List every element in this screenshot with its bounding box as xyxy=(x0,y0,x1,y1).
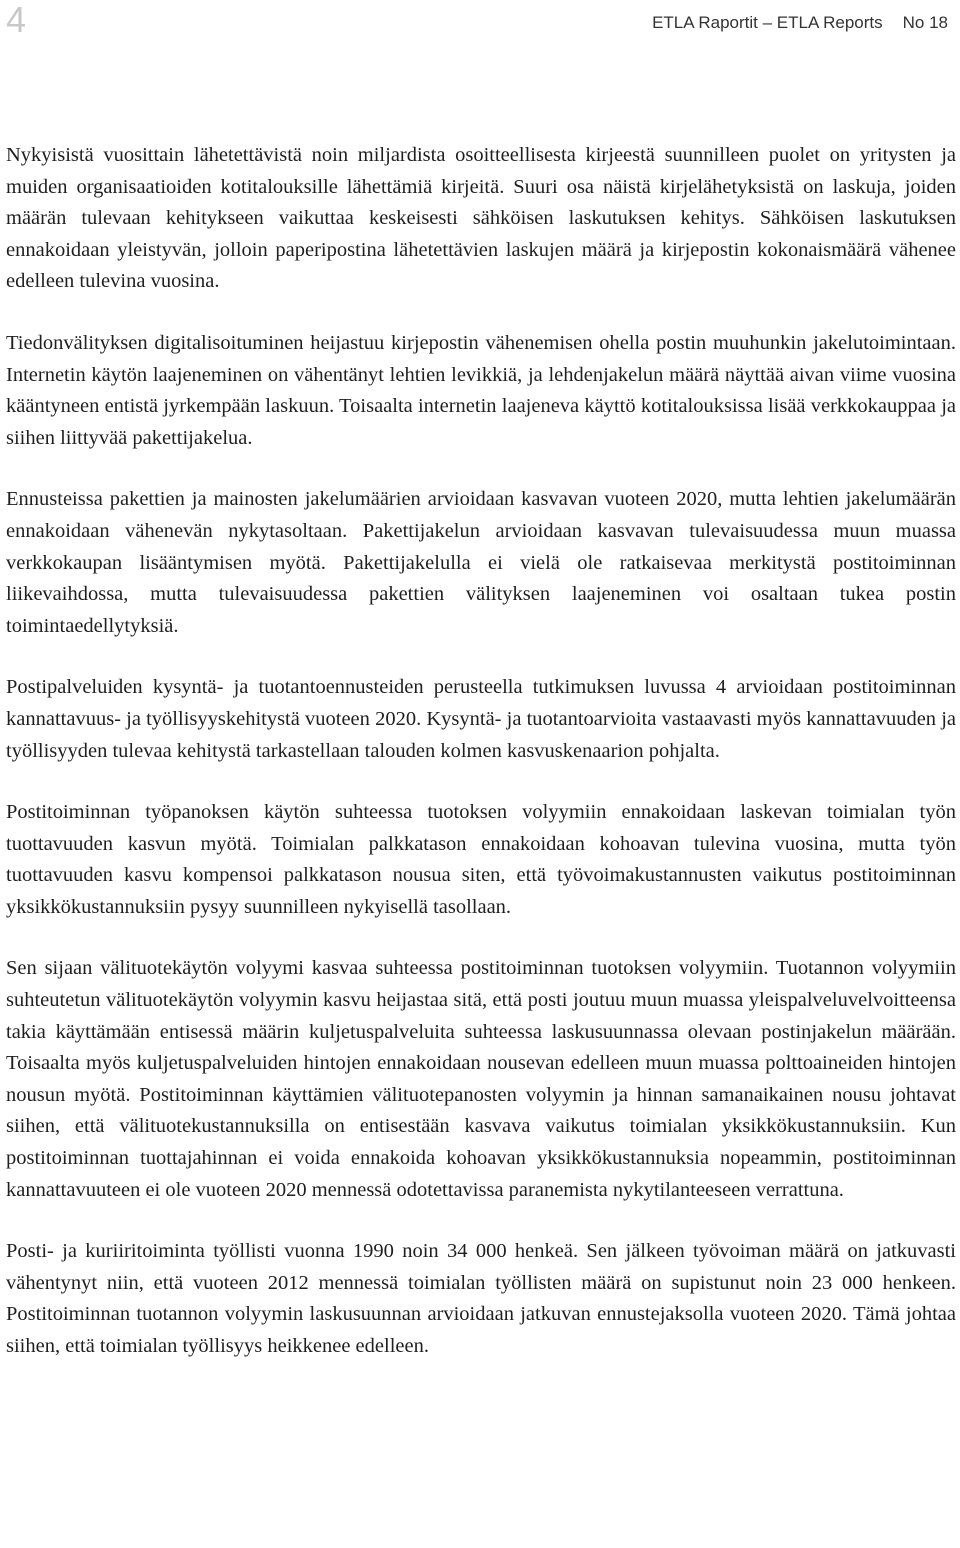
paragraph: Sen sijaan välituotekäytön volyymi kasvaa suhteessa postitoiminnan tuotoksen volyymiin. Tuotannon volyymiin suhteutetun välituotekäytön volyymin kasvu heijastaa sitä, että posti joutuu muun muassa yleispalveluvelvoitteensa takia käyttämään entisessä määrin kuljetuspalveluita suhteessa laskusuunnassa olevaan postinjakelun määrään. Toisaalta myös kuljetuspalveluiden hintojen ennakoidaan nousevan edelleen muun muassa polttoaineiden hintojen nousun myötä. Postitoiminnan käyttämien välituotepanosten volyymin ja hinnan samanaikainen nousu johtavat siihen, että välituotekustannuksilla on entisestään kasvava vaikutus toimialan yksikkökustannuksiin. Kun postitoiminnan tuottajahinnan ei voida ennakoida kohoavan yksikkökustannuksia nopeammin, postitoiminnan kannattavuuteen ei ole vuoteen 2020 mennessä odotettavissa paranemista nykytilanteeseen verrattuna. xyxy=(6,957,956,1201)
paragraph: Ennusteissa pakettien ja mainosten jakelumäärien arvioidaan kasvavan vuoteen 2020, mutta lehtien jakelumäärän ennakoidaan vähenevän nykytasoltaan. Pakettijakelun arvioidaan kasvavan tulevaisuudessa muun muassa verkkokaupan lisääntymisen myötä. Pakettijakelulla ei vielä ole ratkaisevaa merkitystä postitoiminnan liikevaihdossa, mutta tulevaisuudessa pakettien välityksen laajeneminen voi osaltaan tukea postin toimintaedellytyksiä. xyxy=(6,488,956,637)
paragraph: Posti- ja kuriiritoiminta työllisti vuonna 1990 noin 34 000 henkeä. Sen jälkeen työvoiman määrä on jatkuvasti vähentynyt niin, että vuoteen 2012 mennessä toimialan työllisten määrä on supistunut noin 23 000 henkeen. Postitoiminnan tuotannon volyymin laskusuunnan arvioidaan jatkuvan ennustejaksolla vuoteen 2020. Tämä johtaa siihen, että toimialan työllisyys heikkenee edelleen. xyxy=(6,1240,956,1357)
publication-title: ETLA Raportit – ETLA Reports xyxy=(652,13,883,32)
issue-number: No 18 xyxy=(902,13,948,32)
running-header xyxy=(652,12,948,34)
paragraph: Postitoiminnan työpanoksen käytön suhteessa tuotoksen volyymiin ennakoidaan laskevan toimialan työn tuottavuuden kasvun myötä. Toimialan palkkatason ennakoidaan kohoavan tulevina vuosina, mutta työn tuottavuuden kasvu kompensoi palkkatason nousua siten, että työvoimakustannusten vaikutus postitoiminnan yksikkökustannuksiin pysyy suunnilleen nykyisellä tasollaan. xyxy=(6,801,956,918)
page-number: 4 xyxy=(6,0,27,40)
paragraph: Postipalveluiden kysyntä- ja tuotantoennusteiden perusteella tutkimuksen luvussa 4 arvioidaan postitoiminnan kannattavuus- ja työllisyyskehitystä vuoteen 2020. Kysyntä- ja tuotantoarvioita vastaavasti myös kannattavuuden ja työllisyyden tulevaa kehitystä tarkastellaan talouden kolmen kasvuskenaarion pohjalta. xyxy=(6,676,956,762)
paragraph: Nykyisistä vuosittain lähetettävistä noin miljardista osoitteellisesta kirjeestä suunnilleen puolet on yritysten ja muiden organisaatioiden kotitalouksille lähettämiä kirjeitä. Suuri osa näistä kirjelähetyksistä on laskuja, joiden määrän tulevaan kehitykseen vaikuttaa keskeisesti sähköisen laskutuksen kehitys. Sähköisen laskutuksen ennakoidaan yleistyvän, jolloin paperipostina lähetettävien laskujen määrä ja kirjepostin kokonaismäärä vähenee edelleen tulevina vuosina. xyxy=(6,144,956,293)
body-text xyxy=(6,140,956,1363)
paragraph: Tiedonvälityksen digitalisoituminen heijastuu kirjepostin vähenemisen ohella postin muuhunkin jakelutoimintaan. Internetin käytön laajeneminen on vähentänyt lehtien levikkiä, ja lehdenjakelun määrä näyttää aivan viime vuosina kääntyneen entistä jyrkempään laskuun. Toisaalta internetin laajeneva käyttö kotitalouksissa lisää verkkokauppaa ja siihen liittyvää pakettijakelua. xyxy=(6,331,956,449)
